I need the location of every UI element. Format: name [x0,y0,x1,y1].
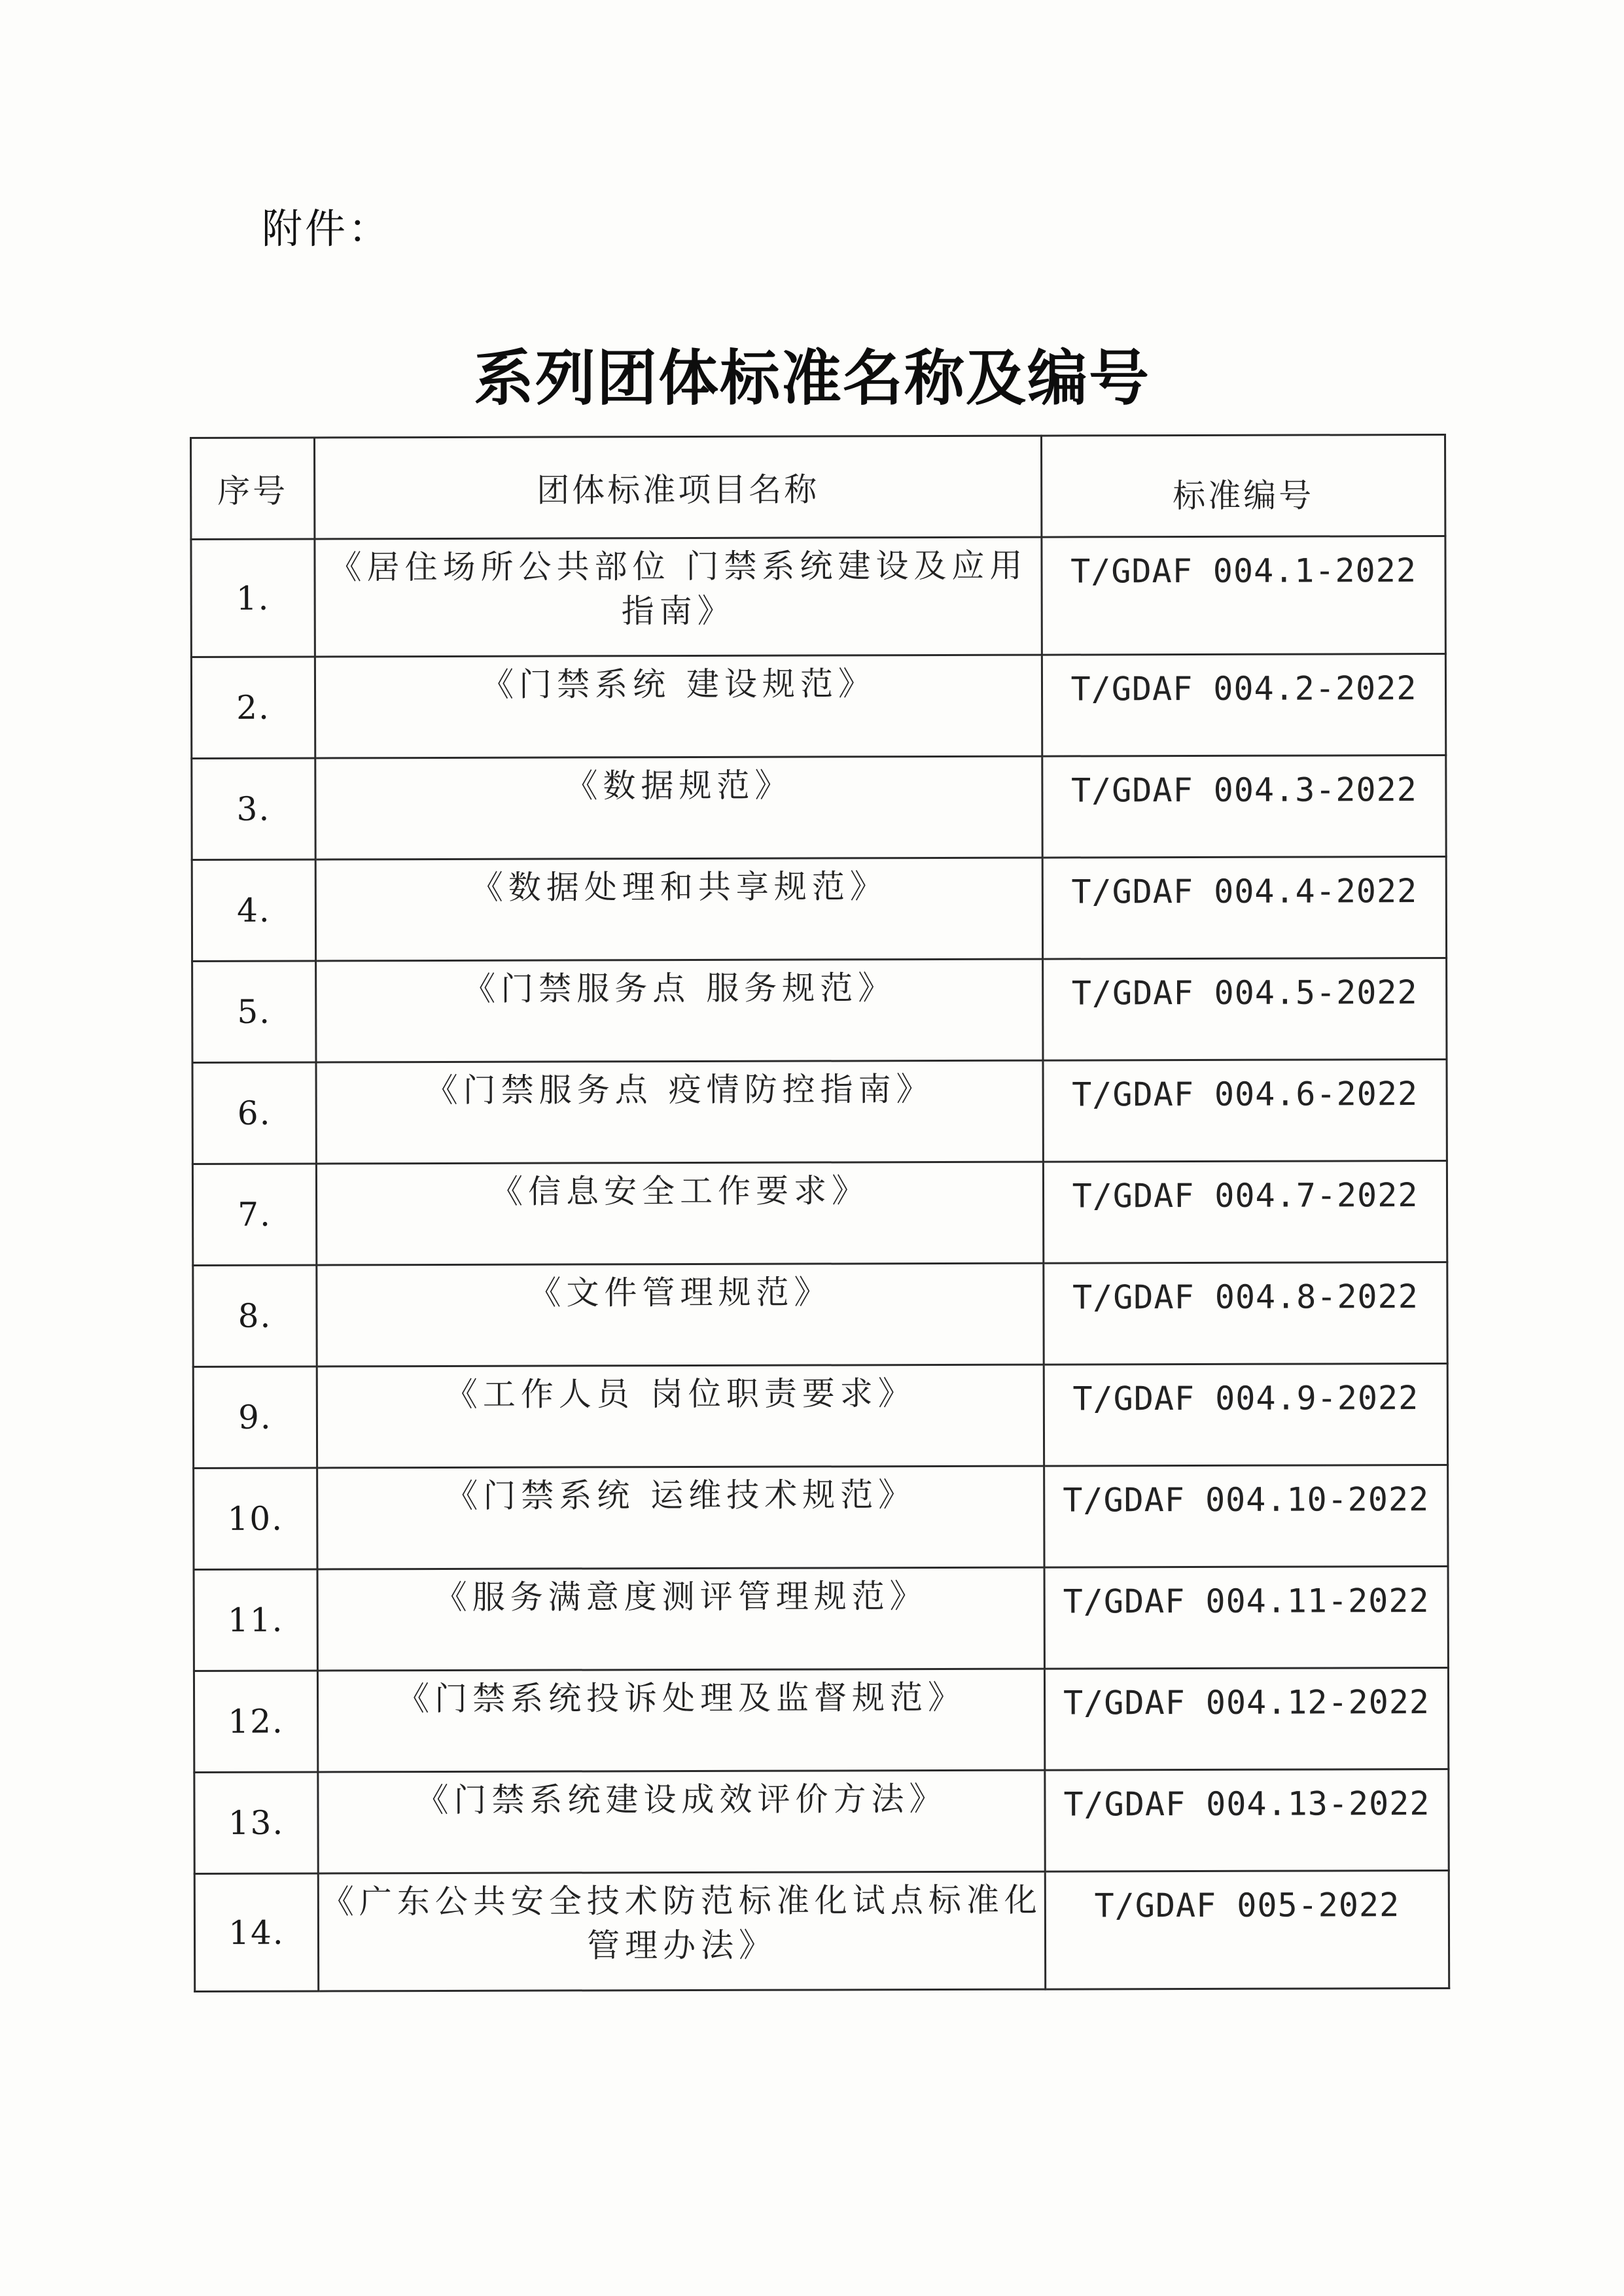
row-serial-number: 5. [192,961,316,1062]
row-serial-number: 2. [191,657,315,758]
attachment-label: 附件： [262,205,392,252]
row-serial-number: 1. [191,539,315,657]
row-serial-number: 6. [192,1062,316,1164]
table-row [192,755,1446,860]
table-row [192,958,1447,1062]
row-standard-name: 《门禁系统建设成效评价方法》 [318,1770,1045,1873]
row-standard-code: T/GDAF 004.12-2022 [1044,1667,1448,1770]
row-serial-number: 11. [194,1569,317,1671]
standards-table [190,434,1450,1992]
table-row [191,653,1445,758]
row-serial-number: 7. [192,1164,316,1265]
row-standard-code: T/GDAF 004.9-2022 [1044,1363,1447,1466]
row-standard-name: 《门禁系统 建设规范》 [315,655,1042,758]
row-standard-name: 《门禁系统 运维技术规范》 [317,1466,1044,1569]
table-row [194,1769,1449,1873]
header-serial-number: 序号 [191,438,315,539]
row-standard-code: T/GDAF 004.5-2022 [1043,958,1447,1060]
header-standard-code: 标准编号 [1041,434,1445,537]
row-serial-number: 9. [193,1366,317,1468]
row-serial-number: 14. [194,1873,318,1991]
header-standard-name: 团体标准项目名称 [315,436,1042,539]
row-standard-name: 《数据处理和共享规范》 [315,858,1042,961]
row-standard-code: T/GDAF 004.4-2022 [1042,856,1446,959]
row-standard-name: 《门禁服务点 疫情防控指南》 [316,1060,1043,1164]
table-row [193,1262,1447,1366]
row-standard-name: 《广东公共安全技术防范标准化试点标准化管理办法》 [318,1871,1045,1991]
table-header-row [191,434,1445,539]
row-standard-code: T/GDAF 004.3-2022 [1042,755,1446,858]
table-row [192,1160,1447,1265]
row-standard-code: T/GDAF 004.1-2022 [1042,536,1445,655]
row-standard-name: 《服务满意度测评管理规范》 [317,1567,1044,1671]
table-row [194,1566,1448,1671]
row-standard-name: 《信息安全工作要求》 [316,1162,1043,1265]
row-serial-number: 12. [194,1671,317,1772]
row-standard-code: T/GDAF 004.8-2022 [1044,1262,1447,1365]
table-row [194,1667,1448,1772]
table-row [194,1465,1448,1569]
table-row [194,1870,1449,1991]
row-standard-name: 《数据规范》 [315,756,1042,860]
row-standard-code: T/GDAF 004.6-2022 [1043,1059,1447,1162]
row-standard-name: 《门禁服务点 服务规范》 [316,959,1043,1062]
row-standard-name: 《门禁系统投诉处理及监督规范》 [317,1669,1044,1772]
row-serial-number: 3. [192,758,315,860]
row-serial-number: 10. [194,1468,317,1569]
row-standard-code: T/GDAF 004.7-2022 [1043,1160,1447,1263]
table-row [193,1363,1447,1468]
table-row [192,856,1446,961]
table-row [192,1059,1447,1164]
row-standard-code: T/GDAF 004.10-2022 [1044,1465,1448,1567]
table-row [191,536,1445,657]
row-standard-code: T/GDAF 005-2022 [1045,1870,1449,1989]
row-standard-name: 《居住场所公共部位 门禁系统建设及应用指南》 [315,537,1042,657]
document-title: 系列团体标准名称及编号 [473,343,1150,413]
row-serial-number: 13. [194,1772,318,1873]
row-standard-code: T/GDAF 004.11-2022 [1044,1566,1448,1669]
row-standard-name: 《工作人员 岗位职责要求》 [317,1365,1044,1468]
row-serial-number: 8. [193,1265,317,1366]
row-standard-name: 《文件管理规范》 [317,1263,1044,1366]
row-standard-code: T/GDAF 004.13-2022 [1045,1769,1449,1871]
row-serial-number: 4. [192,860,315,961]
row-standard-code: T/GDAF 004.2-2022 [1042,653,1445,756]
